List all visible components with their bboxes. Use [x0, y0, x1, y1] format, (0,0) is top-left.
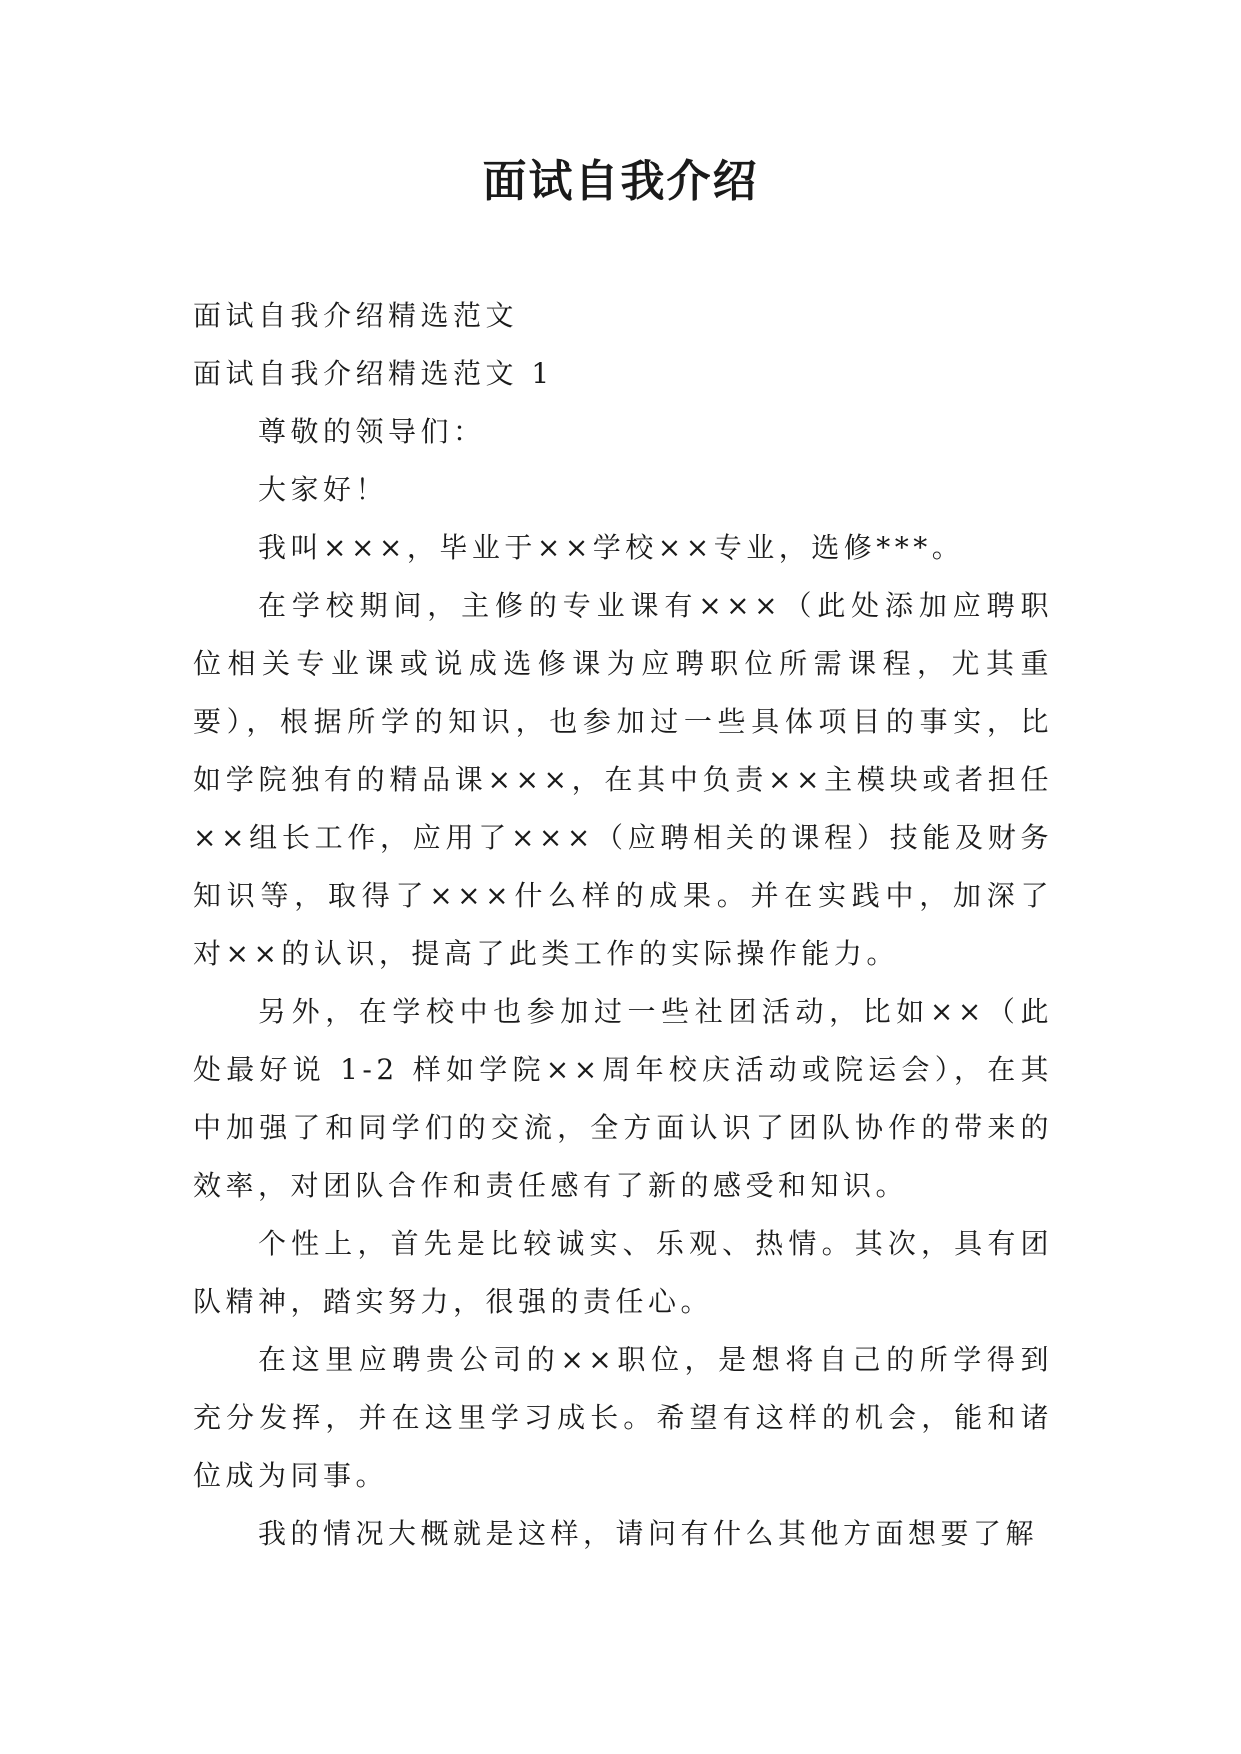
document-body: [193, 287, 1053, 1563]
paragraph-education: 在学校期间，主修的专业课有×××（此处添加应聘职位相关专业课或说成选修课为应聘职位所需课程，尤其重要），根据所学的知识，也参加过一些具体项目的事实，比如学院独有的精品课×××，在其中负责××主模块或者担任××组长工作，应用了×××（应聘相关的课程）技能及财务知识等，取得了×××什么样的成果。并在实践中，加深了对××的认识，提高了此类工作的实际操作能力。: [193, 589, 1053, 970]
document-subtitle: 面试自我介绍精选范文: [193, 299, 519, 332]
paragraph-activities: 另外，在学校中也参加过一些社团活动，比如××（此处最好说 1-2 样如学院××周年校庆活动或院运会），在其中加强了和同学们的交流，全方面认识了团队协作的带来的效率，对团队合作和责任感有了新的感受和知识。: [193, 995, 1053, 1202]
paragraph-closing: 我的情况大概就是这样，请问有什么其他方面想要了解: [258, 1517, 1039, 1550]
paragraph-introduction: 我叫×××，毕业于××学校××专业，选修***。: [258, 531, 965, 564]
paragraph-greeting-salutation: 尊敬的领导们：: [258, 415, 486, 448]
paragraph-motivation: 在这里应聘贵公司的××职位，是想将自己的所学得到充分发挥，并在这里学习成长。希望有这样的机会，能和诸位成为同事。: [193, 1343, 1053, 1492]
document-title: 面试自我介绍: [482, 156, 759, 207]
section-heading: 面试自我介绍精选范文 1: [193, 357, 554, 390]
paragraph-greeting: 大家好！: [258, 473, 389, 506]
paragraph-personality: 个性上，首先是比较诚实、乐观、热情。其次，具有团队精神，踏实努力，很强的责任心。: [193, 1227, 1053, 1318]
